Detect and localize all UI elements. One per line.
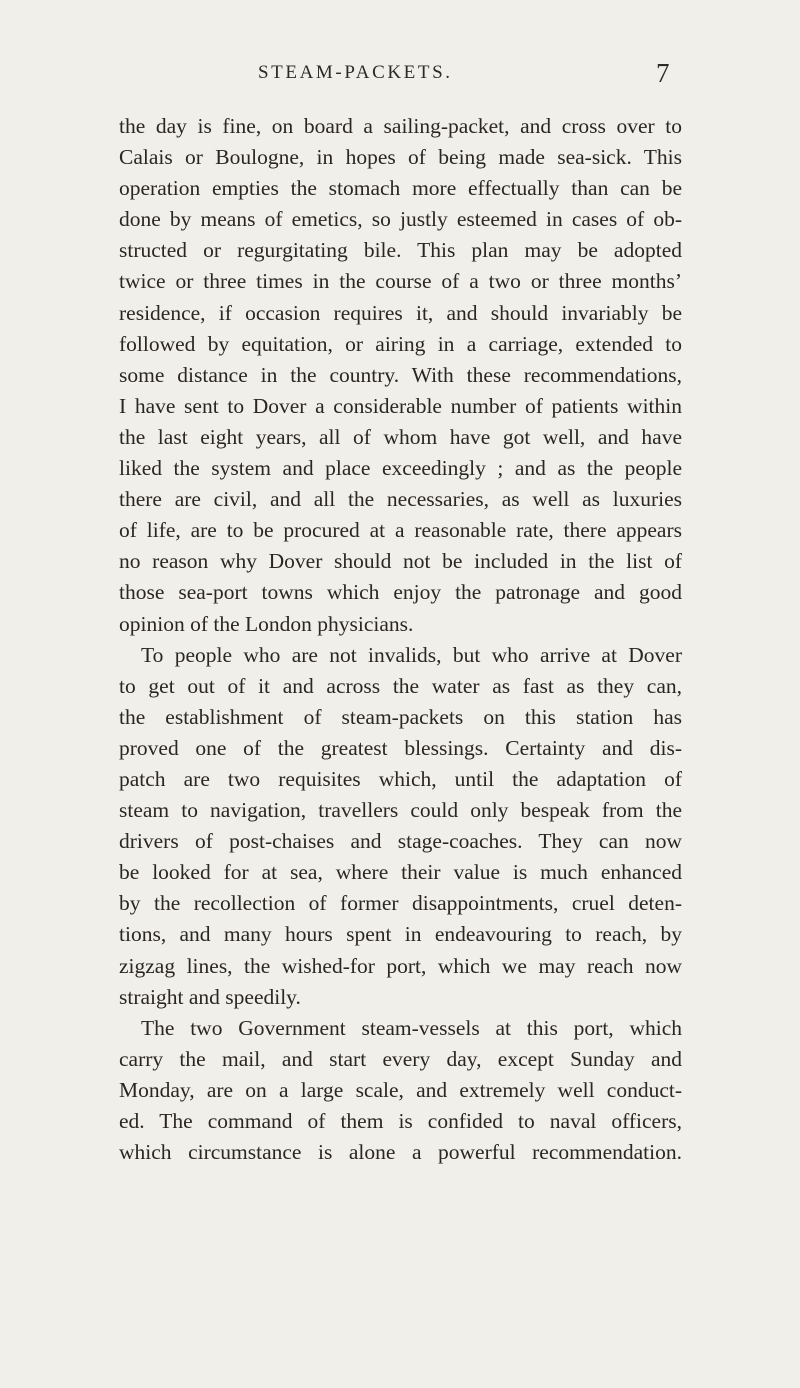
text-line: zigzag lines, the wished-for port, which we may reach now xyxy=(119,953,682,978)
text-line: done by means of emetics, so justly esteemed in cases of ob- xyxy=(119,207,682,232)
running-head: STEAM-PACKETS. xyxy=(258,62,453,83)
text-line: of life, are to be procured at a reasonable rate, there appears xyxy=(119,518,682,543)
page-number: 7 xyxy=(656,58,670,88)
text-line: Monday, are on a large scale, and extremely well conduct- xyxy=(119,1077,682,1102)
paragraph-end-line: straight and speedily. xyxy=(119,984,301,1009)
text-line: which circumstance is alone a powerful recommendation. xyxy=(119,1140,682,1165)
text-line: residence, if occasion requires it, and should invariably be xyxy=(119,300,682,325)
text-line: the day is fine, on board a sailing-packet, and cross over to xyxy=(119,114,682,138)
text-line: tions, and many hours spent in endeavouring to reach, by xyxy=(119,922,682,947)
text-line: be looked for at sea, where their value is much enhanced xyxy=(119,860,682,885)
text-line: patch are two requisites which, until the adaptation of xyxy=(119,766,682,791)
text-line: to get out of it and across the water as fast as they can, xyxy=(119,673,682,698)
text-line: structed or regurgitating bile. This plan may be adopted xyxy=(119,238,682,263)
text-line: I have sent to Dover a considerable number of patients within xyxy=(119,393,682,418)
text-line: Calais or Boulogne, in hopes of being made sea-sick. This xyxy=(119,145,682,170)
text-line: steam to navigation, travellers could only bespeak from the xyxy=(119,798,682,823)
text-line: the last eight years, all of whom have got well, and have xyxy=(119,424,682,449)
paragraph-end-line: opinion of the London physicians. xyxy=(119,611,414,636)
text-line: ed. The command of them is confided to naval officers, xyxy=(119,1109,682,1133)
body-text xyxy=(119,111,682,1168)
text-line: twice or three times in the course of a two or three months’ xyxy=(119,269,682,294)
text-line: there are civil, and all the necessaries, as well as luxuries xyxy=(119,487,682,512)
paragraph-start-line: The two Government steam-vessels at this port, which xyxy=(141,1015,682,1040)
text-line: operation empties the stomach more effectually than can be xyxy=(119,176,682,201)
text-line: followed by equitation, or airing in a carriage, extended to xyxy=(119,331,682,356)
text-line: liked the system and place exceedingly ; and as the people xyxy=(119,456,682,481)
text-line: some distance in the country. With these recommendations, xyxy=(119,362,682,387)
text-line: the establishment of steam-packets on this station has xyxy=(119,704,682,729)
text-line: drivers of post-chaises and stage-coaches. They can now xyxy=(119,829,682,854)
text-line: by the recollection of former disappointments, cruel deten- xyxy=(119,891,682,916)
text-line: those sea-port towns which enjoy the patronage and good xyxy=(119,580,682,605)
text-line: carry the mail, and start every day, except Sunday and xyxy=(119,1046,682,1071)
paragraph-start-line: To people who are not invalids, but who arrive at Dover xyxy=(141,642,682,667)
text-line: proved one of the greatest blessings. Certainty and dis- xyxy=(119,735,682,760)
text-line: no reason why Dover should not be included in the list of xyxy=(119,549,682,574)
